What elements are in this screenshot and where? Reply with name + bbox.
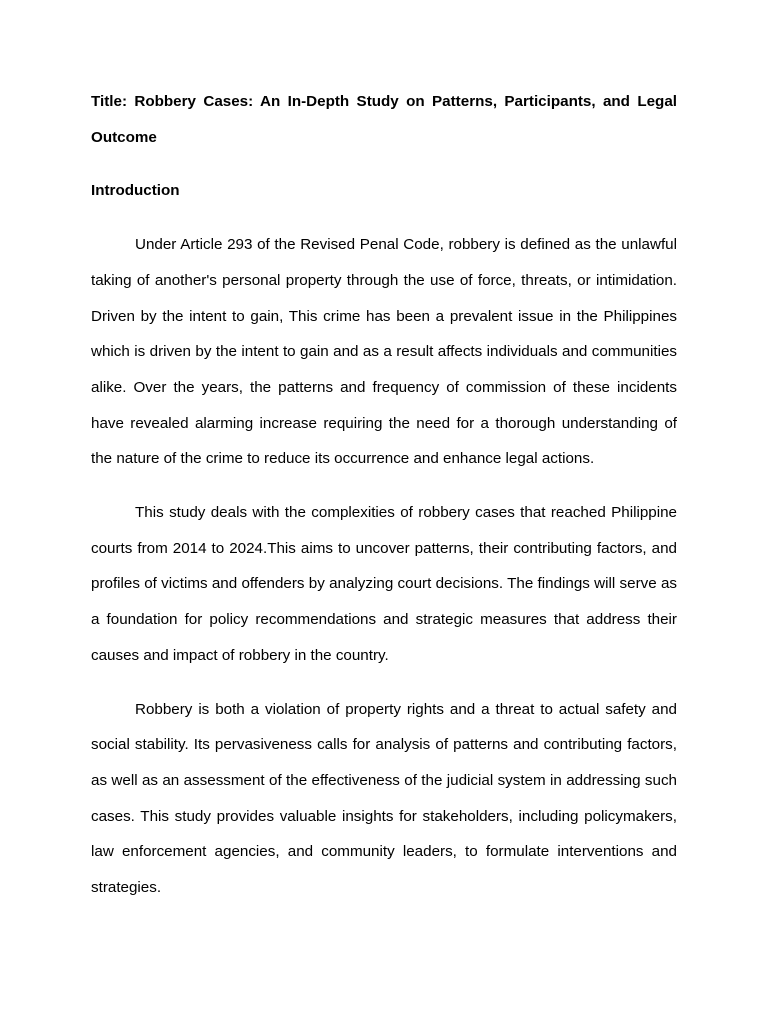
paragraph-study-scope: This study deals with the complexities of robbery cases that reached Philippine courts from 2014 to 2024.This aims to uncover patterns, their contributing factors, and profiles of victims and offenders by analyzing court decisions. The findings will serve as a foundation for policy recommendations and strategic measures that address their causes and impact of robbery in the country.: [91, 504, 677, 664]
document-title: Title: Robbery Cases: An In-Depth Study on Patterns, Participants, and Legal Outcome: [91, 93, 677, 146]
section-heading-introduction: Introduction: [91, 182, 180, 200]
document-body: [91, 84, 677, 924]
paragraph-significance: Robbery is both a violation of property rights and a threat to actual safety and social stability. Its pervasiveness calls for analysis of patterns and contributing factors, as well as an assessment of the effectiveness of the judicial system in addressing such cases. This study provides valuable insights for stakeholders, including policymakers, law enforcement agencies, and community leaders, to formulate interventions and strategies.: [91, 700, 677, 897]
paragraph-definition: Under Article 293 of the Revised Penal Code, robbery is defined as the unlawful taking of another's personal property through the use of force, threats, or intimidation. Driven by the intent to gain, This crime has been a prevalent issue in the Philippines which is driven by the intent to gain and as a result affects individuals and communities alike. Over the years, the patterns and frequency of commission of these incidents have revealed alarming increase requiring the need for a thorough understanding of the nature of the crime to reduce its occurrence and enhance legal actions.: [91, 236, 677, 468]
